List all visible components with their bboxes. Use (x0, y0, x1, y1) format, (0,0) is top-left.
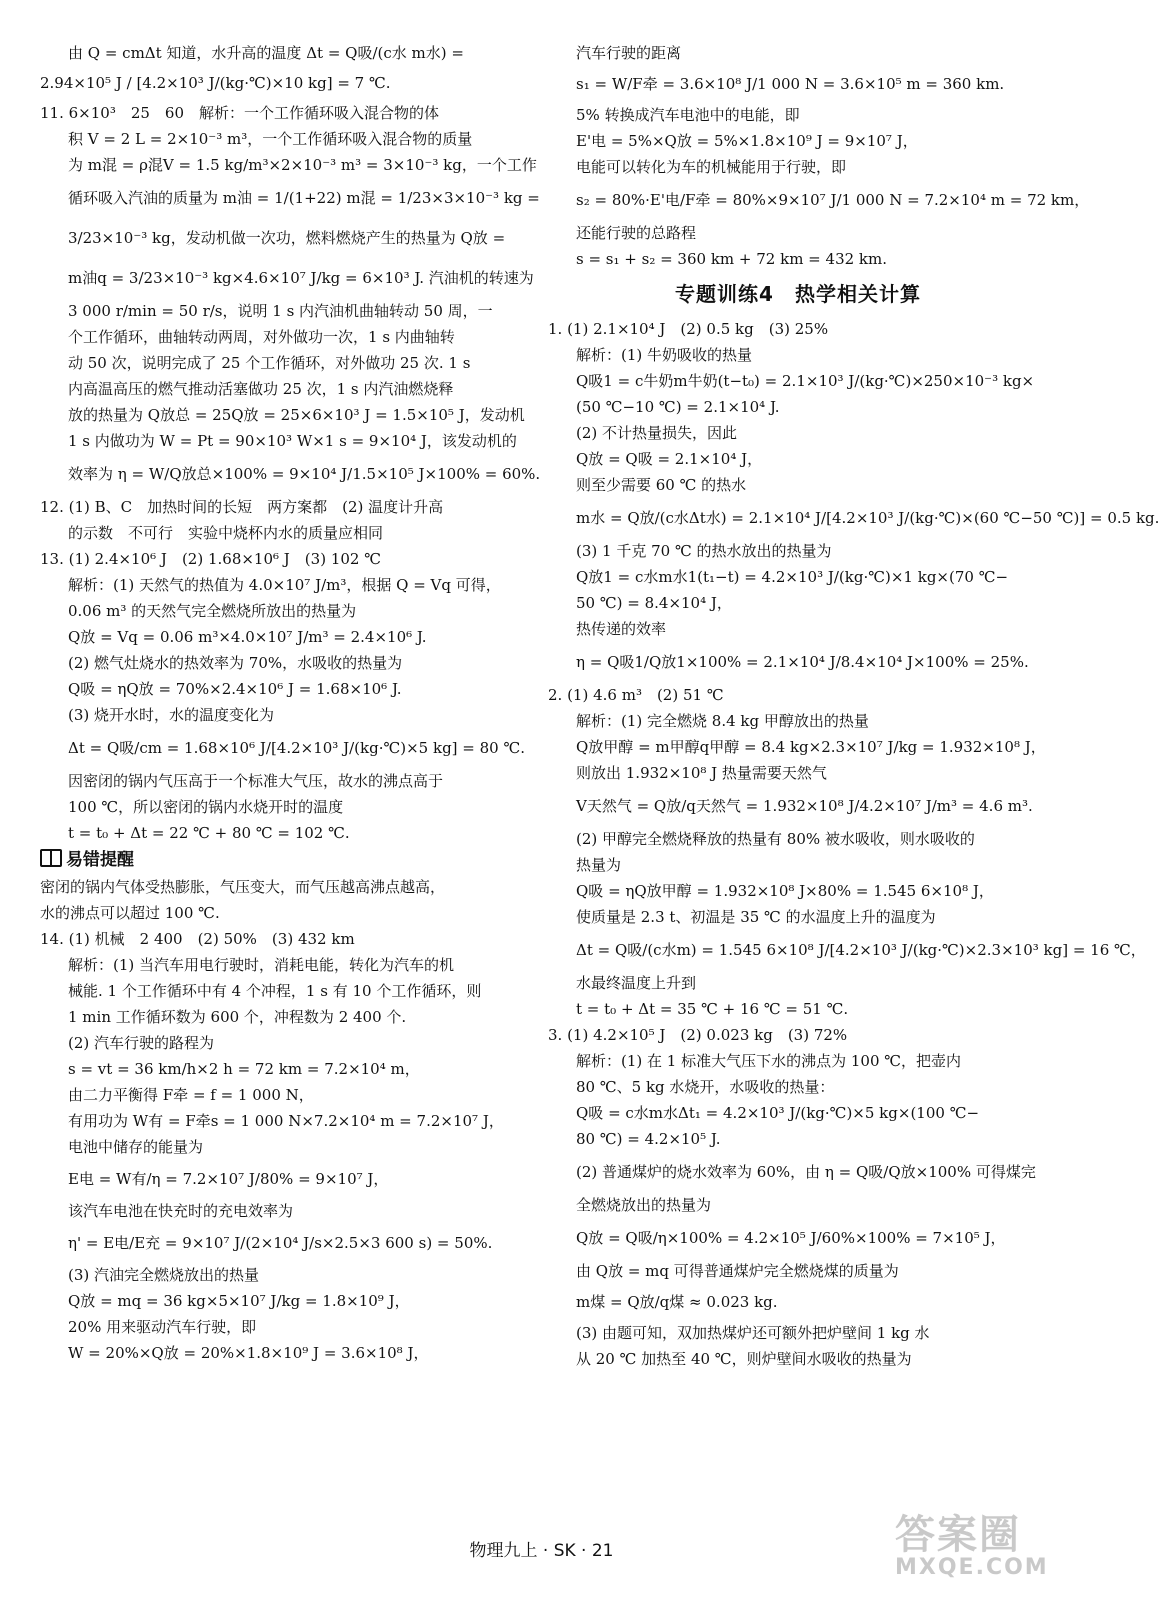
text-line: 热量为 (576, 856, 622, 874)
text-line: 械能. 1 个工作循环中有 4 个冲程，1 s 有 10 个工作循环，则 (68, 982, 482, 1000)
text-line: t = t₀ + Δt = 35 ℃ + 16 ℃ = 51 ℃. (576, 1000, 849, 1018)
text-line: 因密闭的锅内气压高于一个标准大气压，故水的沸点高于 (68, 772, 444, 790)
text-line: s₂ = 80%·E'电/F牵 = 80%×9×10⁷ J/1 000 N = 7.2×10⁴ m = 72 km， (576, 191, 1090, 209)
text-line: 有用功为 W有 = F牵s = 1 000 N×7.2×10⁴ m = 7.2×10⁷ J， (68, 1112, 504, 1130)
question-13: 13. (1) 2.4×10⁶ J (2) 1.68×10⁶ J (3) 102 ℃ (40, 550, 382, 568)
text-line: 使质量是 2.3 t、初温是 35 ℃ 的水温度上升的温度为 (576, 908, 936, 926)
text-line: 电能可以转化为车的机械能用于行驶，即 (576, 158, 847, 176)
text-line: 积 V = 2 L = 2×10⁻³ m³，一个工作循环吸入混合物的质量 (68, 130, 473, 148)
text-line: t = t₀ + Δt = 22 ℃ + 80 ℃ = 102 ℃. (68, 824, 350, 842)
text-line: 解析：(1) 天然气的热值为 4.0×10⁷ J/m³，根据 Q = Vq 可得， (68, 576, 501, 594)
text-line: Q放 = Q吸/η×100% = 4.2×10⁵ J/60%×100% = 7×10⁵ J， (576, 1229, 1006, 1247)
watermark (895, 1514, 1065, 1584)
text-line: (50 ℃−10 ℃) = 2.1×10⁴ J. (576, 398, 780, 416)
question-14: 14. (1) 机械 2 400 (2) 50% (3) 432 km (40, 930, 355, 948)
text-line: η = Q吸1/Q放1×100% = 2.1×10⁴ J/8.4×10⁴ J×100% = 25%. (576, 653, 1029, 671)
text-line: V天然气 = Q放/q天然气 = 1.932×10⁸ J/4.2×10⁷ J/m³ = 4.6 m³. (576, 797, 1033, 815)
text-line: 热传递的效率 (576, 620, 667, 638)
text-line: 2.94×10⁵ J / [4.2×10³ J/(kg·℃)×10 kg] = 7 ℃. (40, 74, 391, 92)
text-line: 1 s 内做功为 W = Pt = 90×10³ W×1 s = 9×10⁴ J，该发动机的 (68, 432, 517, 450)
text-line: 由 Q = cmΔt 知道，水升高的温度 Δt = Q吸/(c水 m水) = (68, 44, 464, 62)
text-line: 20% 用来驱动汽车行驶，即 (68, 1318, 257, 1336)
error-tip-heading (40, 846, 515, 874)
text-line: s₁ = W/F牵 = 3.6×10⁸ J/1 000 N = 3.6×10⁵ m = 360 km. (576, 75, 1005, 93)
text-line: (3) 1 千克 70 ℃ 的热水放出的热量为 (576, 542, 832, 560)
text-line: 水最终温度上升到 (576, 974, 697, 992)
text-line: (3) 由题可知，双加热煤炉还可额外把炉壁间 1 kg 水 (576, 1324, 930, 1342)
right-column (548, 40, 1159, 1372)
text-line: Q吸 = ηQ放甲醇 = 1.932×10⁸ J×80% = 1.545 6×10⁸ J， (576, 882, 994, 900)
question-11: 11. 6×10³ 25 60 解析：一个工作循环吸入混合物的体 (40, 104, 440, 122)
text-line: 3/23×10⁻³ kg，发动机做一次功，燃料燃烧产生的热量为 Q放 = (68, 229, 506, 247)
text-line: Q吸1 = c牛奶m牛奶(t−t₀) = 2.1×10³ J/(kg·℃)×250×10⁻³ kg× (576, 372, 1035, 390)
text-line: 效率为 η = W/Q放总×100% = 9×10⁴ J/1.5×10⁵ J×100% = 60%. (68, 465, 541, 483)
text-line: Q吸 = c水m水Δt₁ = 4.2×10³ J/(kg·℃)×5 kg×(100 ℃− (576, 1104, 980, 1122)
text-line: 水的沸点可以超过 100 ℃. (40, 904, 220, 922)
book-icon (40, 849, 62, 867)
section-heading: 专题训练4 热学相关计算 (675, 282, 921, 306)
text-line: 80 ℃) = 4.2×10⁵ J. (576, 1130, 721, 1148)
text-line: 内高温高压的燃气推动活塞做功 25 次，1 s 内汽油燃烧释 (68, 380, 454, 398)
text-line: (2) 不计热量损失，因此 (576, 424, 738, 442)
question-1: 1. (1) 2.1×10⁴ J (2) 0.5 kg (3) 25% (548, 320, 829, 338)
text-line: (3) 汽油完全燃烧放出的热量 (68, 1266, 260, 1284)
text-line: 则至少需要 60 ℃ 的热水 (576, 476, 747, 494)
text-line: 的示数 不可行 实验中烧杯内水的质量应相同 (68, 524, 384, 542)
text-line: Q放1 = c水m水1(t₁−t) = 4.2×10³ J/(kg·℃)×1 kg×(70 ℃− (576, 568, 1009, 586)
text-line: Q放甲醇 = m甲醇q甲醇 = 8.4 kg×2.3×10⁷ J/kg = 1.932×10⁸ J， (576, 738, 1046, 756)
text-line: W = 20%×Q放 = 20%×1.8×10⁹ J = 3.6×10⁸ J， (68, 1344, 429, 1362)
text-line: 个工作循环，曲轴转动两周，对外做功一次，1 s 内曲轴转 (68, 328, 455, 346)
text-line: η' = E电/E充 = 9×10⁷ J/(2×10⁴ J/s×2.5×3 600 s) = 50%. (68, 1234, 493, 1252)
page-footer: 物理九上 · SK · 21 (469, 1541, 614, 1561)
text-line: Δt = Q吸/cm = 1.68×10⁶ J/[4.2×10³ J/(kg·℃)×5 kg] = 80 ℃. (68, 739, 526, 757)
text-line: Q放 = Q吸 = 2.1×10⁴ J， (576, 450, 763, 468)
text-line: E'电 = 5%×Q放 = 5%×1.8×10⁹ J = 9×10⁷ J， (576, 132, 918, 150)
text-line: 解析：(1) 在 1 标准大气压下水的沸点为 100 ℃，把壶内 (576, 1052, 962, 1070)
text-line: 汽车行驶的距离 (576, 44, 682, 62)
text-line: 从 20 ℃ 加热至 40 ℃，则炉壁间水吸收的热量为 (576, 1350, 912, 1368)
text-line: 该汽车电池在快充时的充电效率为 (68, 1202, 294, 1220)
text-line: 80 ℃、5 kg 水烧开，水吸收的热量： (576, 1078, 835, 1096)
text-line: 放的热量为 Q放总 = 25Q放 = 25×6×10³ J = 1.5×10⁵ J，发动机 (68, 406, 525, 424)
left-column (40, 40, 541, 1366)
text-line: E电 = W有/η = 7.2×10⁷ J/80% = 9×10⁷ J， (68, 1170, 389, 1188)
text-line: m油q = 3/23×10⁻³ kg×4.6×10⁷ J/kg = 6×10³ J. 汽油机的转速为 (68, 269, 534, 287)
text-line: Δt = Q吸/(c水m) = 1.545 6×10⁸ J/[4.2×10³ J/(kg·℃)×2.3×10³ kg] = 16 ℃， (576, 941, 1146, 959)
text-line: Q吸 = ηQ放 = 70%×2.4×10⁶ J = 1.68×10⁶ J. (68, 680, 402, 698)
text-line: 全燃烧放出的热量为 (576, 1196, 712, 1214)
text-line: (2) 燃气灶烧水的热效率为 70%，水吸收的热量为 (68, 654, 403, 672)
text-line: 3 000 r/min = 50 r/s，说明 1 s 内汽油机曲轴转动 50 周，一 (68, 302, 493, 320)
text-line: 电池中储存的能量为 (68, 1138, 204, 1156)
question-3: 3. (1) 4.2×10⁵ J (2) 0.023 kg (3) 72% (548, 1026, 848, 1044)
question-2: 2. (1) 4.6 m³ (2) 51 ℃ (548, 686, 724, 704)
text-line: 密闭的锅内气体受热膨胀，气压变大，而气压越高沸点越高， (40, 878, 446, 896)
text-line: 动 50 次，说明完成了 25 个工作循环，对外做功 25 次. 1 s (68, 354, 471, 372)
text-line: 还能行驶的总路程 (576, 224, 697, 242)
text-line: 0.06 m³ 的天然气完全燃烧所放出的热量为 (68, 602, 357, 620)
text-line: 解析：(1) 牛奶吸收的热量 (576, 346, 753, 364)
question-12: 12. (1) B、C 加热时间的长短 两方案都 (2) 温度计升高 (40, 498, 444, 516)
text-line: Q放 = mq = 36 kg×5×10⁷ J/kg = 1.8×10⁹ J， (68, 1292, 410, 1310)
text-line: (2) 甲醇完全燃烧释放的热量有 80% 被水吸收，则水吸收的 (576, 830, 975, 848)
text-line: 100 ℃，所以密闭的锅内水烧开时的温度 (68, 798, 344, 816)
text-line: 1 min 工作循环数为 600 个，冲程数为 2 400 个. (68, 1008, 407, 1026)
watermark-logo: 答案圈 (895, 1512, 1021, 1558)
text-line: (2) 普通煤炉的烧水效率为 60%，由 η = Q吸/Q放×100% 可得煤完 (576, 1163, 1036, 1181)
text-line: (3) 烧开水时，水的温度变化为 (68, 706, 275, 724)
text-line: (2) 汽车行驶的路程为 (68, 1034, 215, 1052)
text-line: s = vt = 36 km/h×2 h = 72 km = 7.2×10⁴ m， (68, 1060, 420, 1078)
text-line: 50 ℃) = 8.4×10⁴ J， (576, 594, 732, 612)
watermark-url: MXQE.COM (895, 1555, 1049, 1580)
text-line: m煤 = Q放/q煤 ≈ 0.023 kg. (576, 1293, 778, 1311)
text-line: 由 Q放 = mq 可得普通煤炉完全燃烧煤的质量为 (576, 1262, 899, 1280)
text-line: 为 m混 = ρ混V = 1.5 kg/m³×2×10⁻³ m³ = 3×10⁻³ kg，一个工作 (68, 156, 537, 174)
text-line: 5% 转换成汽车电池中的电能，即 (576, 106, 800, 124)
text-line: 循环吸入汽油的质量为 m油 = 1/(1+22) m混 = 1/23×3×10⁻³ kg = (68, 189, 540, 207)
error-tip-title: 易错提醒 (66, 850, 134, 870)
text-line: Q放 = Vq = 0.06 m³×4.0×10⁷ J/m³ = 2.4×10⁶ J. (68, 628, 427, 646)
text-line: 则放出 1.932×10⁸ J 热量需要天然气 (576, 764, 827, 782)
text-line: m水 = Q放/(c水Δt水) = 2.1×10⁴ J/[4.2×10³ J/(kg·℃)×(60 ℃−50 ℃)] = 0.5 kg. (576, 509, 1159, 527)
text-line: s = s₁ + s₂ = 360 km + 72 km = 432 km. (576, 250, 888, 268)
text-line: 解析：(1) 完全燃烧 8.4 kg 甲醇放出的热量 (576, 712, 869, 730)
text-line: 由二力平衡得 F牵 = f = 1 000 N， (68, 1086, 314, 1104)
text-line: 解析：(1) 当汽车用电行驶时，消耗电能，转化为汽车的机 (68, 956, 455, 974)
